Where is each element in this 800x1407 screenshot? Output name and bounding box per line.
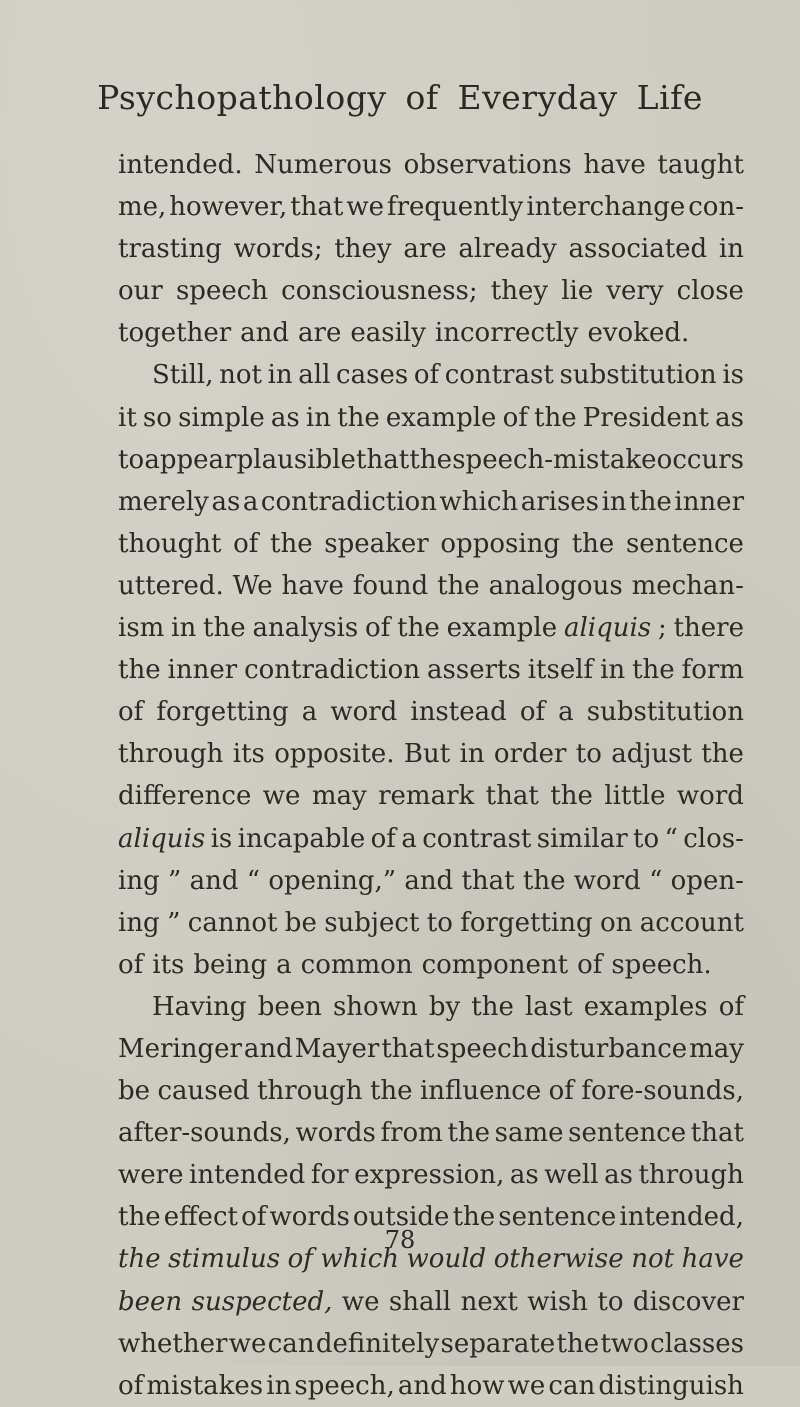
word: analysis [252,613,359,644]
word: frequently [386,192,524,223]
word: a [558,697,574,728]
word: last [524,991,573,1022]
word: may [311,781,367,812]
word: of [118,697,144,728]
word: wish [527,1286,588,1317]
word: mechan- [631,570,744,601]
word: inner [674,486,744,517]
text-line [118,397,744,439]
word: asserts [427,655,521,686]
word: been [118,1286,183,1317]
word: same [494,1118,564,1149]
word: adjust [611,739,692,770]
word: for [310,1160,349,1191]
word: speech [436,1033,529,1064]
word: its [232,739,265,770]
word: being [193,949,268,980]
word: instead [410,697,507,728]
word: of [287,1244,313,1275]
word: a [276,949,292,980]
word: which [439,486,519,517]
word: example [446,613,558,644]
word: been [257,991,322,1022]
word: that [485,781,539,812]
word: they [490,276,549,307]
word: incorrectly [434,318,579,349]
word: in [718,234,744,265]
word: whether [118,1328,228,1359]
text-line [118,228,744,270]
word: associated [568,234,708,265]
word: open- [670,865,744,896]
word: the [337,402,380,433]
word: the [270,528,313,559]
word: of [241,1202,267,1233]
word: be [118,1076,151,1107]
text-line [118,1112,744,1154]
word: words; [233,234,323,265]
word: as [604,1160,633,1191]
word: evoked. [587,318,690,349]
word: not [219,360,262,391]
word: mistakes [146,1370,264,1401]
word: But [403,739,451,770]
word: to [575,739,602,770]
word: would [406,1244,487,1275]
word: word [676,781,744,812]
word: in [171,613,197,644]
word: classes [650,1328,744,1359]
text-line [118,1070,744,1112]
word: “ [649,865,663,896]
word: of [118,1370,144,1401]
word: are [298,318,342,349]
word: merely [118,486,209,517]
word: of [502,402,528,433]
text-line [118,1281,744,1323]
word: in [266,1370,292,1401]
word: aliquis [563,613,652,644]
word: form [681,655,744,686]
word: through [118,739,224,770]
word: cases [336,360,409,391]
text-line [118,1028,744,1070]
word: examples [583,991,708,1022]
word: the [471,991,514,1022]
text-line [118,1323,744,1365]
word: to [597,1286,624,1317]
text-line [118,186,744,228]
word: of [577,949,603,980]
word: aliquis [118,823,206,854]
word: from [380,1118,443,1149]
word: to [118,444,145,475]
word: how [449,1370,505,1401]
word: incapable [237,823,366,854]
word: to [633,823,660,854]
word: that [461,865,515,896]
word: stimulus [168,1244,281,1275]
word: expression, [354,1160,505,1191]
word: and [189,865,239,896]
word: a [301,697,318,728]
word: the [522,865,566,896]
word: the [571,528,615,559]
word: of [413,360,440,391]
word: be [284,907,317,938]
word: and [397,1370,447,1401]
word: Having [152,991,247,1022]
word: and [243,1033,293,1064]
word: words [269,1202,350,1233]
word: we [341,1286,380,1317]
word: can [548,1370,596,1401]
word: opening,” [268,865,397,896]
word: speech-mistake [452,444,657,475]
text-line [118,523,744,565]
word: simple [178,402,265,433]
word: appear [144,444,237,475]
word: example [385,402,497,433]
word: after-sounds, [118,1118,291,1149]
text-line [118,607,744,649]
word: thought [118,528,222,559]
word: in [459,739,485,770]
word: ” [167,907,181,938]
word: word [573,865,641,896]
word: the [437,570,480,601]
word: however, [169,192,288,223]
word: contradiction [244,655,421,686]
word: forgetting [460,907,593,938]
word: discover [632,1286,744,1317]
word: next [460,1286,518,1317]
word: similar [536,823,628,854]
text-line [118,860,744,902]
word: word [330,697,398,728]
word: Still, [152,360,214,391]
word: speaker [324,528,429,559]
word: that [690,1118,744,1149]
word: cannot [187,907,278,938]
word: speech [175,276,269,307]
word: the [369,1076,413,1107]
word: we [262,781,301,812]
word: the [701,739,744,770]
word: ; [657,613,667,644]
word: effect [163,1202,238,1233]
word: speech, [294,1370,395,1401]
word: through [257,1076,363,1107]
word: so [142,402,172,433]
word: well [544,1160,599,1191]
word: clos- [683,823,744,854]
word: sentence [625,528,744,559]
word: together [118,318,232,349]
running-title: Psychopathology of Everyday Life [97,78,703,117]
word: lie [561,276,594,307]
word: Numerous [254,150,392,180]
word: the [452,1202,496,1233]
word: there [673,613,744,644]
word: occurs [656,444,744,475]
word: easily [350,318,426,349]
word: we [228,1328,267,1359]
word: “ [664,823,678,854]
word: are [403,234,447,265]
word: separate [440,1328,556,1359]
word: not [631,1244,675,1275]
word: substitution [586,697,744,728]
word: which [320,1244,400,1275]
word: as [715,402,744,433]
word: to [426,907,453,938]
word: opposite. [274,739,395,770]
word: of [365,613,391,644]
word: of [118,949,144,980]
word: opposing [440,528,561,559]
word: were [118,1160,184,1191]
word: found [352,570,429,601]
word: the [629,486,672,517]
word: outside [352,1202,450,1233]
word: account [639,907,744,938]
word: We [232,570,273,601]
text-line [118,1365,744,1407]
word: can [267,1328,315,1359]
word: the [397,613,440,644]
word: the [550,781,593,812]
text-line [118,649,744,691]
text-line [118,818,744,860]
word: a [242,486,259,517]
word: ism [118,613,165,644]
word: close [676,276,744,307]
word: remark [378,781,475,812]
word: uttered. [118,570,224,601]
word: the [556,1328,600,1359]
word: “ [246,865,261,896]
word: otherwise [493,1244,624,1275]
word: the [118,655,161,686]
word: a [401,823,417,854]
word: fore-sounds, [581,1076,744,1107]
word: President [582,402,709,433]
word: Mayer [294,1033,380,1064]
word: observations [403,150,572,180]
word: disturbance [530,1033,688,1064]
word: con- [688,192,744,223]
word: inner [167,655,238,686]
word: sentence [568,1118,687,1149]
word: Meringer [118,1033,242,1064]
word: speech. [611,949,712,980]
word: distinguish [598,1370,744,1401]
word: the [409,444,452,475]
word: that [290,192,344,223]
word: forgetting [156,697,289,728]
text-line [118,733,744,775]
word: words [295,1118,376,1149]
word: in [601,486,627,517]
word: that [381,1033,435,1064]
word: arises [520,486,600,517]
word: all [298,360,331,391]
word: suspected, [191,1286,333,1317]
word: taught [657,150,744,180]
word: intended, [619,1202,744,1233]
word: have [281,570,344,601]
text-line [118,565,744,607]
word: already [458,234,557,265]
word: through [638,1160,744,1191]
word: itself [527,655,594,686]
word: very [606,276,664,307]
text-line [118,902,744,944]
text-line [118,144,744,186]
text-line [118,312,744,354]
word: they [334,234,392,265]
word: of [370,823,396,854]
word: by [428,991,461,1022]
text-line [118,691,744,733]
word: the [534,402,577,433]
word: me, [118,192,167,223]
word: the [118,1244,161,1275]
word: contrast [422,823,532,854]
word: ing [118,907,160,938]
text-line [118,270,744,312]
word: ” [168,865,182,896]
word: we [346,192,384,223]
word: difference [118,781,252,812]
text-line [118,481,744,523]
word: as [211,486,241,517]
word: in [267,360,293,391]
word: we [507,1370,546,1401]
word: two [600,1328,649,1359]
word: plausible [236,444,356,475]
word: of [718,991,744,1022]
word: analogous [488,570,623,601]
word: order [493,739,567,770]
word: common [300,949,413,980]
word: component [421,949,569,980]
word: and [404,865,454,896]
word: have [583,150,646,180]
body-text [118,144,744,1407]
word: the [118,1202,161,1233]
text-line [118,986,744,1028]
word: and [240,318,290,349]
word: intended [189,1160,306,1191]
word: as [270,402,300,433]
word: shown [332,991,418,1022]
word: on [599,907,633,938]
word: its [152,949,185,980]
word: of [519,697,546,728]
word: in [305,402,331,433]
word: the [447,1118,491,1149]
word: the [632,655,675,686]
word: may [689,1033,744,1064]
word: is [722,360,744,391]
word: in [600,655,626,686]
text-line [118,1154,744,1196]
text-line [118,775,744,817]
word: sentence [498,1202,617,1233]
text-line [118,354,744,396]
word: as [509,1160,539,1191]
word: little [604,781,666,812]
word: trasting [118,234,222,265]
word: definitely [315,1328,440,1359]
text-line [118,439,744,481]
word: our [118,276,163,307]
word: is [210,823,233,854]
word: intended. [118,150,243,180]
text-line [118,944,744,986]
page-number: 78 [384,1226,416,1254]
word: caused [157,1076,250,1107]
word: that [356,444,410,475]
word: it [118,402,137,433]
word: contradiction [260,486,437,517]
word: ing [118,865,160,896]
word: contrast [444,360,554,391]
word: shall [388,1286,452,1317]
word: substitution [559,360,717,391]
word: consciousness; [281,276,478,307]
word: the [203,613,246,644]
word: have [681,1244,744,1275]
word: subject [324,907,420,938]
word: influence [419,1076,542,1107]
word: of [233,528,259,559]
word: interchange [526,192,686,223]
word: of [548,1076,574,1107]
